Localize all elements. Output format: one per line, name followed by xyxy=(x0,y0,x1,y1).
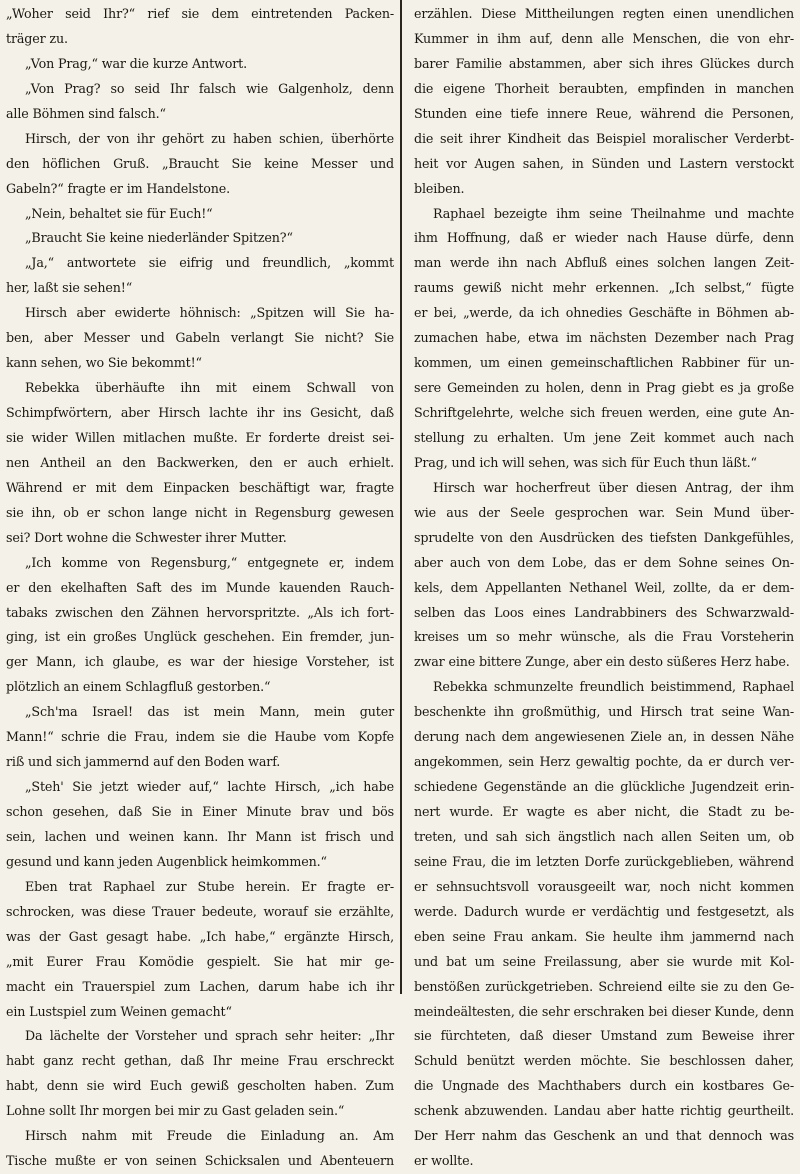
text-line: ihm Hoffnung, daß er wieder nach Hause dürfe, denn xyxy=(414,230,794,246)
text-line: schiedene Gegenstände an die glückliche Jugendzeit erin- xyxy=(414,779,794,795)
text-line: nen Antheil an den Backwerken, den er auch erhielt. xyxy=(6,454,394,470)
text-line: zwar eine bittere Zunge, aber ein desto süßeres Herz habe. xyxy=(414,654,790,670)
text-line: tabaks zwischen den Zähnen hervorspritzte. „Als ich fort- xyxy=(6,604,394,620)
text-line: habt ganz recht gethan, daß Ihr meine Frau erschreckt xyxy=(6,1053,394,1069)
text-line: „Ich komme von Regensburg,“ entgegnete er, indem xyxy=(25,554,394,570)
text-line: raums gewiß nicht mehr erkennen. „Ich selbst,“ fügte xyxy=(414,280,794,296)
text-line: sere Gemeinden zu holen, denn in Prag giebt es ja große xyxy=(414,380,794,396)
text-line: schon gesehen, daß Sie in Einer Minute brav und bös xyxy=(6,804,394,819)
text-line: „Nein, behaltet sie für Euch!“ xyxy=(25,205,213,221)
text-line: sie ihn, ob er schon lange nicht in Regensburg gewesen xyxy=(6,504,394,520)
text-line: barer Familie abstammen, aber sich ihres Glückes durch xyxy=(414,55,794,71)
text-line: kels, dem Appellanten Nethanel Weil, zollte, da er dem- xyxy=(414,579,794,595)
text-line: sei? Dort wohne die Schwester ihrer Mutter. xyxy=(6,529,287,545)
text-line: Gabeln?“ fragte er im Handelstone. xyxy=(6,180,231,196)
text-line: er wollte. xyxy=(414,1153,474,1169)
text-line: selben das Loos eines Landrabbiners des Schwarzwald- xyxy=(414,604,794,620)
text-line: Rebekka schmunzelte freundlich beistimmend, Raphael xyxy=(433,679,794,695)
text-line: Schriftgelehrte, welche sich freuen werden, eine gute An- xyxy=(414,405,794,420)
text-line: alle Böhmen sind falsch.“ xyxy=(6,105,166,121)
text-line: habt, denn sie wird Euch gewiß gescholten haben. Zum xyxy=(6,1078,394,1094)
text-line: kann sehen, wo Sie bekommt!“ xyxy=(6,355,202,371)
text-line: Hirsch war hocherfreut über diesen Antrag, der ihm xyxy=(433,479,794,495)
text-line: Hirsch, der von ihr gehört zu haben schien, überhörte xyxy=(25,130,394,146)
text-line: kreises um so mehr wünsche, als die Frau Vorsteherin xyxy=(414,629,794,645)
text-line: „Steh' Sie jetzt wieder auf,“ lachte Hirsch, „ich habe xyxy=(25,779,394,795)
column-divider xyxy=(400,0,402,994)
text-line: zumachen habe, etwa im nächsten Dezember nach Prag xyxy=(414,330,794,346)
text-line: ging, ist ein großes Unglück geschehen. Ein fremder, jun- xyxy=(6,629,394,645)
text-line: stellung zu erhalten. Um jene Zeit kommet auch nach xyxy=(414,429,794,445)
text-line: Hirsch aber ewiderte höhnisch: „Spitzen will Sie ha- xyxy=(25,305,394,321)
text-line: Tische mußte er von seinen Schicksalen und Abenteuern xyxy=(6,1153,394,1169)
text-line: Schimpfwörtern, aber Hirsch lachte ihr ins Gesicht, daß xyxy=(6,405,394,420)
text-line: gesund und kann jeden Augenblick heimkommen.“ xyxy=(6,853,327,869)
text-line: Schuld benützt werden möchte. Sie beschlossen daher, xyxy=(414,1053,794,1069)
text-line: eben seine Frau ankam. Sie heulte ihm jammernd nach xyxy=(414,928,794,944)
right-text-column xyxy=(404,0,800,1169)
text-line: treten, und sah sich ängstlich nach allen Seiten um, ob xyxy=(414,828,794,844)
text-line: aber auch von dem Lobe, das er dem Sohne seines On- xyxy=(414,554,794,570)
text-line: „Ja,“ antwortete sie eifrig und freundlich, „kommt xyxy=(25,255,394,271)
text-line: die seit ihrer Kindheit das Beispiel moralischer Verderbt- xyxy=(414,130,794,146)
text-line: die eigene Thorheit beraubten, empfinden in manchen xyxy=(414,80,794,96)
text-line: Lohne sollt Ihr morgen bei mir zu Gast geladen sein.“ xyxy=(6,1103,345,1119)
text-line: benstößen zurückgetrieben. Schreiend eilte sie zu den Ge- xyxy=(414,978,794,994)
text-line: man werde ihn nach Abfluß eines solchen langen Zeit- xyxy=(414,255,794,271)
text-line: Rebekka überhäufte ihn mit einem Schwall von xyxy=(25,380,394,396)
text-line: ger Mann, ich glaube, es war der hiesige Vorsteher, ist xyxy=(6,654,394,670)
text-line: Da lächelte der Vorsteher und sprach sehr heiter: „Ihr xyxy=(25,1028,394,1044)
text-line: wie aus der Seele gesprochen war. Sein Mund über- xyxy=(414,504,794,520)
text-line: angekommen, sein Herz gewaltig pochte, da er durch ver- xyxy=(414,754,794,770)
text-line: erzählen. Diese Mittheilungen regten einen unendlichen xyxy=(414,6,794,21)
text-line: sie fürchteten, daß dieser Umstand zum Beweise ihrer xyxy=(414,1028,794,1044)
text-line: „mit Eurer Frau Komödie gespielt. Sie hat mir ge- xyxy=(6,953,394,969)
text-line: ben, aber Messer und Gabeln verlangt Sie nicht? Sie xyxy=(6,330,394,346)
text-line: werde. Dadurch wurde er verdächtig und festgesetzt, als xyxy=(414,903,794,919)
text-line: die Ungnade des Machthabers durch ein kostbares Ge- xyxy=(414,1078,794,1094)
text-line: er den ekelhaften Saft des im Munde kauenden Rauch- xyxy=(6,579,394,595)
text-line: seine Frau, die im letzten Dorfe zurückgeblieben, während xyxy=(414,853,794,869)
text-line: sprudelte von den Ausdrücken des tiefsten Dankgefühles, xyxy=(414,529,794,545)
text-line: Hirsch nahm mit Freude die Einladung an. Am xyxy=(25,1128,394,1144)
text-line: träger zu. xyxy=(6,30,68,46)
text-line: meindeältesten, die sehr erschraken bei dieser Kunde, denn xyxy=(414,1003,794,1019)
text-line: plötzlich an einem Schlagfluß gestorben.“ xyxy=(6,679,271,695)
text-line: macht ein Trauerspiel zum Lachen, darum habe ich ihr xyxy=(6,978,394,994)
text-line: heit vor Augen sahen, in Sünden und Lastern verstockt xyxy=(414,155,794,171)
text-line: schrocken, was diese Trauer bedeute, worauf sie erzählte, xyxy=(6,903,394,919)
text-line: beschenkte ihn großmüthig, und Hirsch trat seine Wan- xyxy=(414,704,794,720)
left-text-column xyxy=(0,0,399,1169)
text-line: ein Lustspiel zum Weinen gemacht“ xyxy=(6,1003,232,1019)
text-line: „Von Prag,“ war die kurze Antwort. xyxy=(25,55,247,71)
text-line: er bei, „werde, da ich ohnedies Geschäfte in Böhmen ab- xyxy=(414,305,794,321)
text-line: Kummer in ihm auf, denn alle Menschen, die von ehr- xyxy=(414,30,794,46)
text-line: was der Gast gesagt habe. „Ich habe,“ ergänzte Hirsch, xyxy=(6,928,394,944)
text-line: Der Herr nahm das Geschenk an und that dennoch was xyxy=(414,1128,794,1144)
text-line: Prag, und ich will sehen, was sich für Euch thun läßt.“ xyxy=(414,454,757,470)
text-line: den höflichen Gruß. „Braucht Sie keine Messer und xyxy=(6,155,394,171)
text-line: „Sch'ma Israel! das ist mein Mann, mein guter xyxy=(25,704,394,720)
text-line: und bat um seine Freilassung, aber sie wurde mit Kol- xyxy=(414,953,794,969)
text-line: sein, lachen und weinen kann. Ihr Mann ist frisch und xyxy=(6,828,394,844)
text-line: Raphael bezeigte ihm seine Theilnahme und machte xyxy=(433,205,794,221)
text-line: nert wurde. Er wagte es aber nicht, die Stadt zu be- xyxy=(414,804,794,819)
text-line: bleiben. xyxy=(414,180,465,196)
text-line: riß und sich jammernd auf den Boden warf. xyxy=(6,754,281,770)
text-line: er sehnsuchtsvoll vorausgeeilt war, noch nicht kommen xyxy=(414,878,794,894)
text-line: „Von Prag? so seid Ihr falsch wie Galgenholz, denn xyxy=(25,80,394,96)
text-line: Stunden eine tiefe innere Reue, während die Personen, xyxy=(414,105,794,121)
text-line: her, laßt sie sehen!“ xyxy=(6,280,133,296)
text-line: Mann!“ schrie die Frau, indem sie die Haube vom Kopfe xyxy=(6,729,394,745)
text-line: „Woher seid Ihr?“ rief sie dem eintretenden Packen- xyxy=(6,6,394,21)
text-line: „Braucht Sie keine niederländer Spitzen?“ xyxy=(25,230,293,246)
text-line: sie wider Willen mitlachen mußte. Er forderte dreist sei- xyxy=(6,429,394,445)
text-line: schenk abzuwenden. Landau aber hatte richtig geurtheilt. xyxy=(414,1103,794,1119)
text-line: derung nach dem angewiesenen Ziele an, in dessen Nähe xyxy=(414,729,794,745)
text-line: Eben trat Raphael zur Stube herein. Er fragte er- xyxy=(25,878,394,894)
text-line: kommen, um einen gemeinschaftlichen Rabbiner für un- xyxy=(414,355,794,371)
text-line: Während er mit dem Einpacken beschäftigt war, fragte xyxy=(6,479,394,495)
